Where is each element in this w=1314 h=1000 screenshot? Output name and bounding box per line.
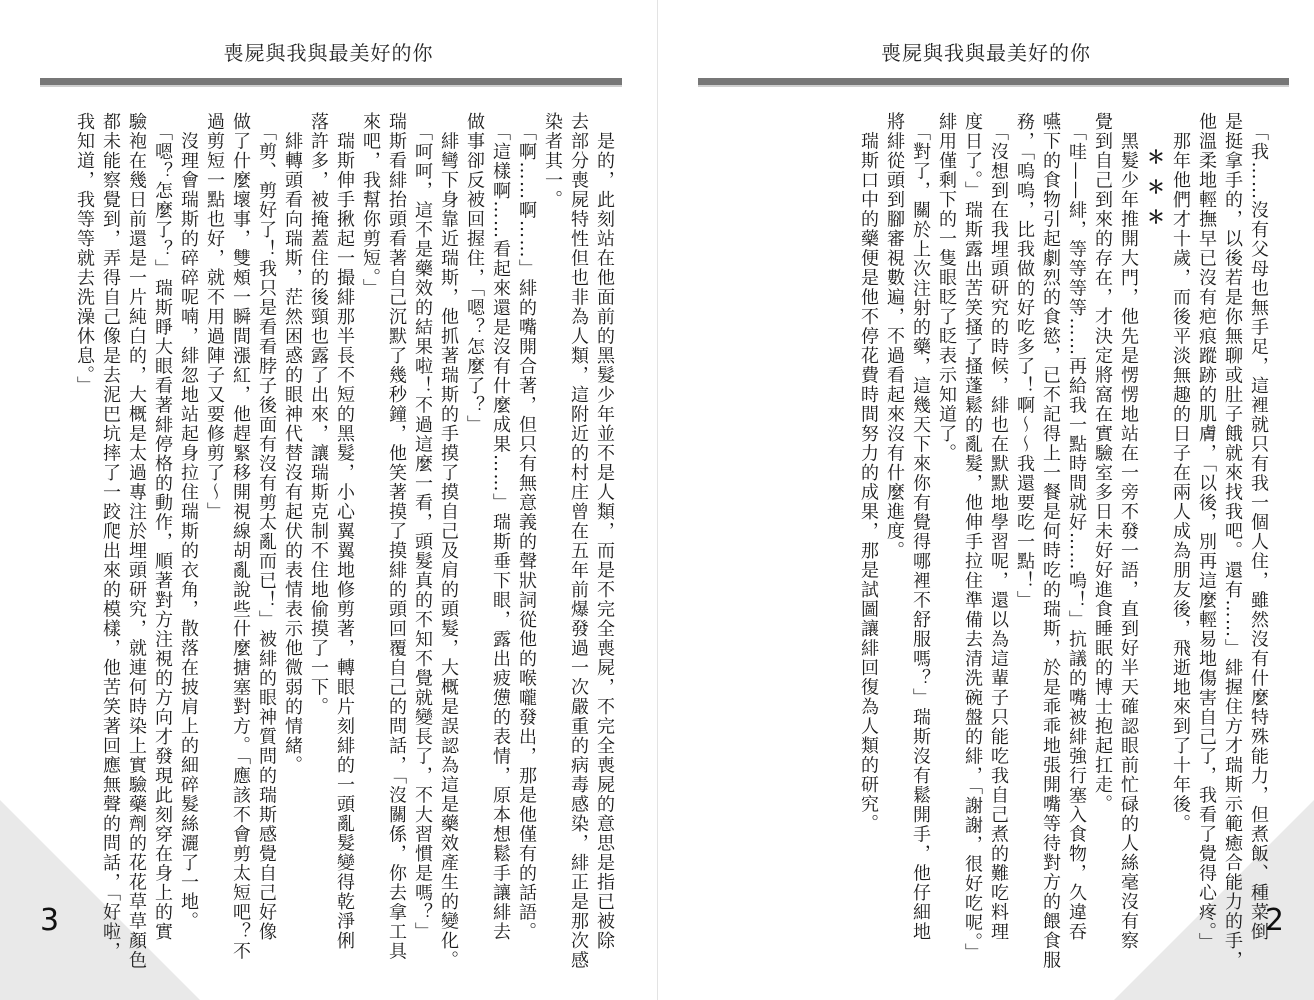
text-column: 做事卻反被回握住，「嗯？怎麼了？」 xyxy=(464,112,485,435)
header-rule xyxy=(40,78,622,87)
page-number: 2 xyxy=(1264,903,1284,938)
book-title-header: 喪屍與我與最美好的你 xyxy=(223,41,434,65)
text-column: 「沒想到在我埋頭研究的時候，緋也在默默地學習呢，還以為這輩子只能吃我自己煮的難吃料理 xyxy=(988,112,1009,942)
text-column: 嚥下的食物引起劇烈的食慾，已不記得上一餐是何時吃的瑞斯，於是乖乖地張開嘴等待對方的餵食服 xyxy=(1040,112,1061,970)
body-text xyxy=(771,112,1271,970)
text-column: 緋用僅剩下的一隻眼眨了眨表示知道了。 xyxy=(936,112,957,463)
text-column: 「剪、剪好了！我只是看看脖子後面有沒有剪太亂而已！」被緋的眼神質問的瑞斯感覺自己好像 xyxy=(256,112,277,942)
text-column: 「呵呵，這不是藥效的結果啦！不過這麼一看，頭髮真的不知不覺就變長了，不大習慣是嗎？」 xyxy=(412,112,433,942)
right-page xyxy=(657,0,1314,1000)
text-column: 「啊……啊……」緋的嘴開合著，但只有無意義的聲狀詞從他的喉嚨發出，那是他僅有的話語。 xyxy=(516,112,537,942)
text-column: 緋轉頭看向瑞斯，茫然困惑的眼神代替沒有起伏的表情表示他微弱的情緒。 xyxy=(282,112,303,775)
text-column: 務，「嗚嗚，比我做的好吃多了！啊～～我還要吃一點！」 xyxy=(1014,112,1035,610)
text-column: 過剪短一點也好，就不用過陣子又要修剪了～」 xyxy=(204,112,225,522)
page-number: 3 xyxy=(40,903,60,938)
book-title-header: 喪屍與我與最美好的你 xyxy=(881,41,1091,65)
text-column: 那年他們才十歲，而後平淡無趣的日子在兩人成為朋友後，飛逝地來到了十年後。 xyxy=(1170,112,1191,834)
text-column: 去部分喪屍特性但也非為人類，這附近的村庄曾在五年前爆發過一次嚴重的病毒感染，緋正是那次感 xyxy=(568,112,589,970)
text-column: 「嗯？怎麼了？」瑞斯睜大眼看著緋停格的動作，順著對方注視的方向才發現此刻穿在身上的實 xyxy=(152,112,173,942)
text-column: 緋彎下身靠近瑞斯，他抓著瑞斯的手摸了摸自己及肩的頭髮，大概是誤認為這是藥效產生的變化。 xyxy=(438,112,459,970)
text-column: 做了什麼壞事，雙頰一瞬間漲紅，他趕緊移開視線胡亂說些什麼搪塞對方。「應該不會剪太短吧？不 xyxy=(230,112,251,961)
text-column: 瑞斯口中的藥便是他不停花費時間努力的成果，那是試圖讓緋回復為人類的研究。 xyxy=(858,112,879,834)
text-column: 度日了。」瑞斯露出苦笑搔了搔蓬鬆的亂髮，他伸手拉住準備去清洗碗盤的緋，「謝謝，很好吃呢。」 xyxy=(962,112,983,963)
text-column: 沒理會瑞斯的碎碎呢喃，緋忽地站起身拉住瑞斯的衣角，散落在披肩上的細碎髮絲灑了一地。 xyxy=(178,112,199,931)
text-column: 是的，此刻站在他面前的黑髮少年並不是人類，而是不完全喪屍，不完全喪屍的意思是指已被除 xyxy=(594,112,615,951)
text-column: 都未能察覺到，弄得自己像是去泥巴坑摔了一跤爬出來的模樣，他苦笑著回應無聲的問話，「好啦， xyxy=(100,112,121,961)
text-column: 黑髮少年推開大門，他先是愣愣地站在一旁不發一語，直到好半天確認眼前忙碌的人絲毫沒有察 xyxy=(1118,112,1139,951)
text-column: 「我……沒有父母也無手足，這裡就只有我一個人住，雖然沒有什麼特殊能力，但煮飯、種菜倒 xyxy=(1248,112,1269,942)
header-rule xyxy=(698,78,1289,87)
text-column: 將緋從頭到腳審視數遍，不過看起來沒有什麼進度。 xyxy=(884,112,905,561)
body-text xyxy=(62,112,617,970)
text-column: 是挺拿手的，以後若是你無聊或肚子餓就來找我吧。還有……」緋握住方才瑞斯示範癒合能力的手， xyxy=(1222,112,1243,970)
text-column: 「哇——緋，等等等等……再給我一點時間就好……嗚！」抗議的嘴被緋強行塞入食物，久違吞 xyxy=(1066,112,1087,942)
text-column: 覺到自己到來的存在，才決定將窩在實驗室多日未好好進食睡眠的博士抱起扛走。 xyxy=(1092,112,1113,814)
text-column: 驗袍在幾日前還是一片純白的，大概是太過專注於埋頭研究，就連何時染上實驗藥劑的花花草草顏色 xyxy=(126,112,147,970)
text-column: 染者其一。 xyxy=(542,112,563,210)
text-column: 來吧，我幫你剪短。」 xyxy=(360,112,381,298)
section-break-stars: ＊＊＊ xyxy=(1144,148,1165,238)
text-column: 瑞斯看緋抬頭看著自己沉默了幾秒鐘，他笑著摸了摸緋的頭回覆自己的問話，「沒關係，你去拿工具 xyxy=(386,112,407,961)
text-column: 「這樣啊……看起來還是沒有什麼成果……」瑞斯垂下眼，露出疲憊的表情，原本想鬆手讓緋去 xyxy=(490,112,511,942)
text-column: 我知道，我等等就去洗澡休息。」 xyxy=(74,112,95,396)
text-column: 他溫柔地輕撫早已沒有疤痕蹤跡的肌膚，「以後，別再這麼輕易地傷害自己了，我看了覺得心疼。」 xyxy=(1196,112,1217,952)
text-column: 落許多，被掩蓋住的後頸也露了出來，讓瑞斯克制不住地偷摸了一下。 xyxy=(308,112,329,717)
text-column: 「對了，關於上次注射的藥，這幾天下來你有覺得哪裡不舒服嗎？」瑞斯沒有鬆開手，他仔細地 xyxy=(910,112,931,942)
text-column: 瑞斯伸手揪起一撮緋那半長不短的黑髮，小心翼翼地修剪著，轉眼片刻緋的一頭亂髮變得乾淨俐 xyxy=(334,112,355,951)
